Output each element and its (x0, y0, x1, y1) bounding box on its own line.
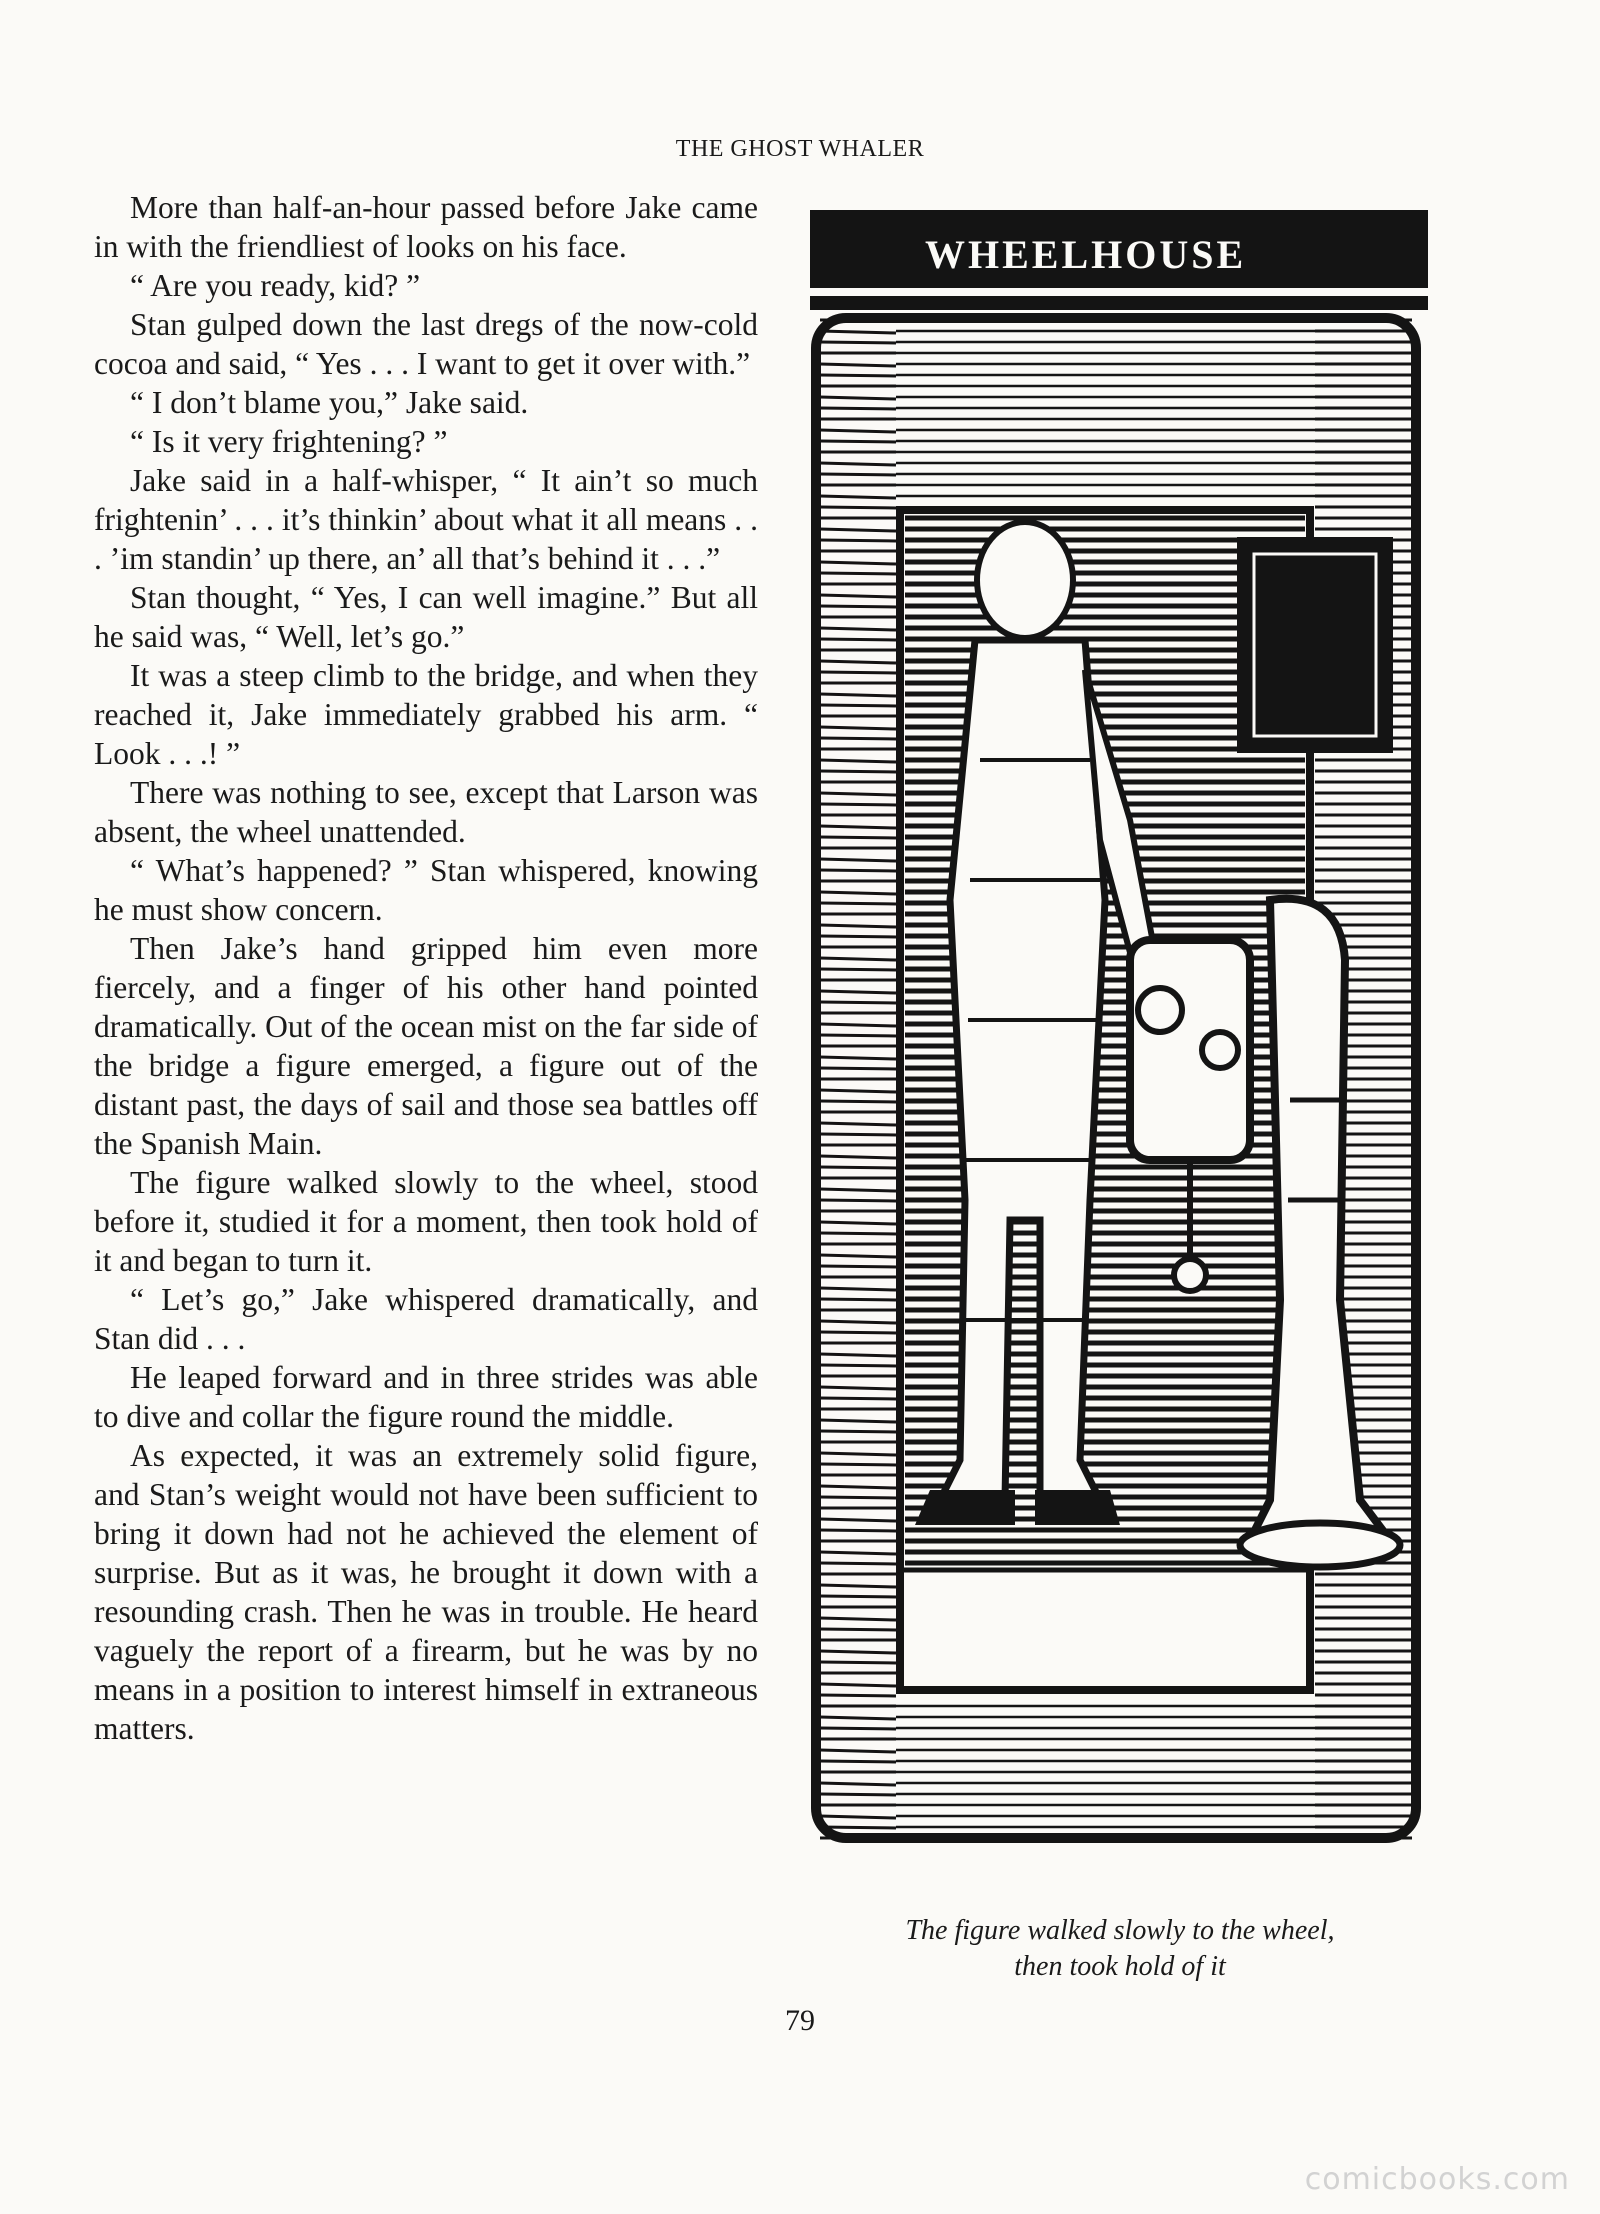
window (1240, 540, 1390, 750)
caption-line: then took hold of it (1014, 1951, 1226, 1982)
paragraph: “ Are you ready, kid? ” (130, 268, 421, 303)
paragraph: The figure walked slowly to the wheel, stood before it, studied it for a moment, then took hold of it and began to turn it. (94, 1165, 758, 1278)
paragraph: It was a steep climb to the bridge, and when they reached it, Jake immediately grabbed his arm. “ Look . . .! ” (94, 658, 758, 771)
wheelhouse-illustration (800, 200, 1440, 1880)
paragraph: Jake said in a half-whisper, “ It ain’t so much frightenin’ . . . it’s thinkin’ about what it all means . . . ’im standin’ up there, an’ all that’s behind it . . .” (94, 463, 758, 576)
paragraph: There was nothing to see, except that Larson was absent, the wheel unattended. (94, 775, 758, 849)
paragraph: “ Let’s go,” Jake whispered dramatically, and Stan did . . . (94, 1282, 758, 1356)
paragraph: “ What’s happened? ” Stan whispered, knowing he must show concern. (94, 853, 758, 927)
watermark: comicbooks.com (1304, 2162, 1570, 2197)
ship-wheel (1130, 940, 1250, 1291)
running-head: THE GHOST WHALER (675, 136, 925, 162)
paragraph: “ I don’t blame you,” Jake said. (130, 385, 529, 420)
sign-underline (810, 296, 1428, 310)
paragraph: Stan thought, “ Yes, I can well imagine.” But all he said was, “ Well, let’s go.” (94, 580, 758, 654)
illustration-drawing (800, 200, 1440, 1880)
caption-line: The figure walked slowly to the wheel, (905, 1915, 1335, 1946)
paragraph: Then Jake’s hand gripped him even more fiercely, and a finger of his other hand pointed dramatically. Out of the ocean mist on the far side of the bridge a figure emerged, a figure out of the distant past, the days of sail and those sea battles off the Spanish Main. (94, 931, 758, 1161)
body-text-column (94, 188, 758, 1748)
floor-grating (900, 1570, 1310, 1690)
paragraph: Stan gulped down the last dregs of the now-cold cocoa and said, “ Yes . . . I want to get it over with.” (94, 307, 758, 381)
illustration-caption (800, 1913, 1440, 1985)
page-number: 79 (785, 2004, 815, 2037)
paragraph: As expected, it was an extremely solid figure, and Stan’s weight would not have been sufficient to bring it down had not he achieved the element of surprise. But as it was, he brought it down with a resounding crash. Then he was in trouble. He heard vaguely the report of a firearm, but he was by no means in a position to interest himself in extraneous matters. (94, 1438, 758, 1746)
paragraph: “ Is it very frightening? ” (130, 424, 448, 459)
wheelhouse-sign-text: WHEELHOUSE (925, 232, 1247, 277)
paragraph: He leaped forward and in three strides was able to dive and collar the figure round the middle. (94, 1360, 758, 1434)
paragraph: More than half-an-hour passed before Jake came in with the friendliest of looks on his face. (94, 190, 758, 264)
